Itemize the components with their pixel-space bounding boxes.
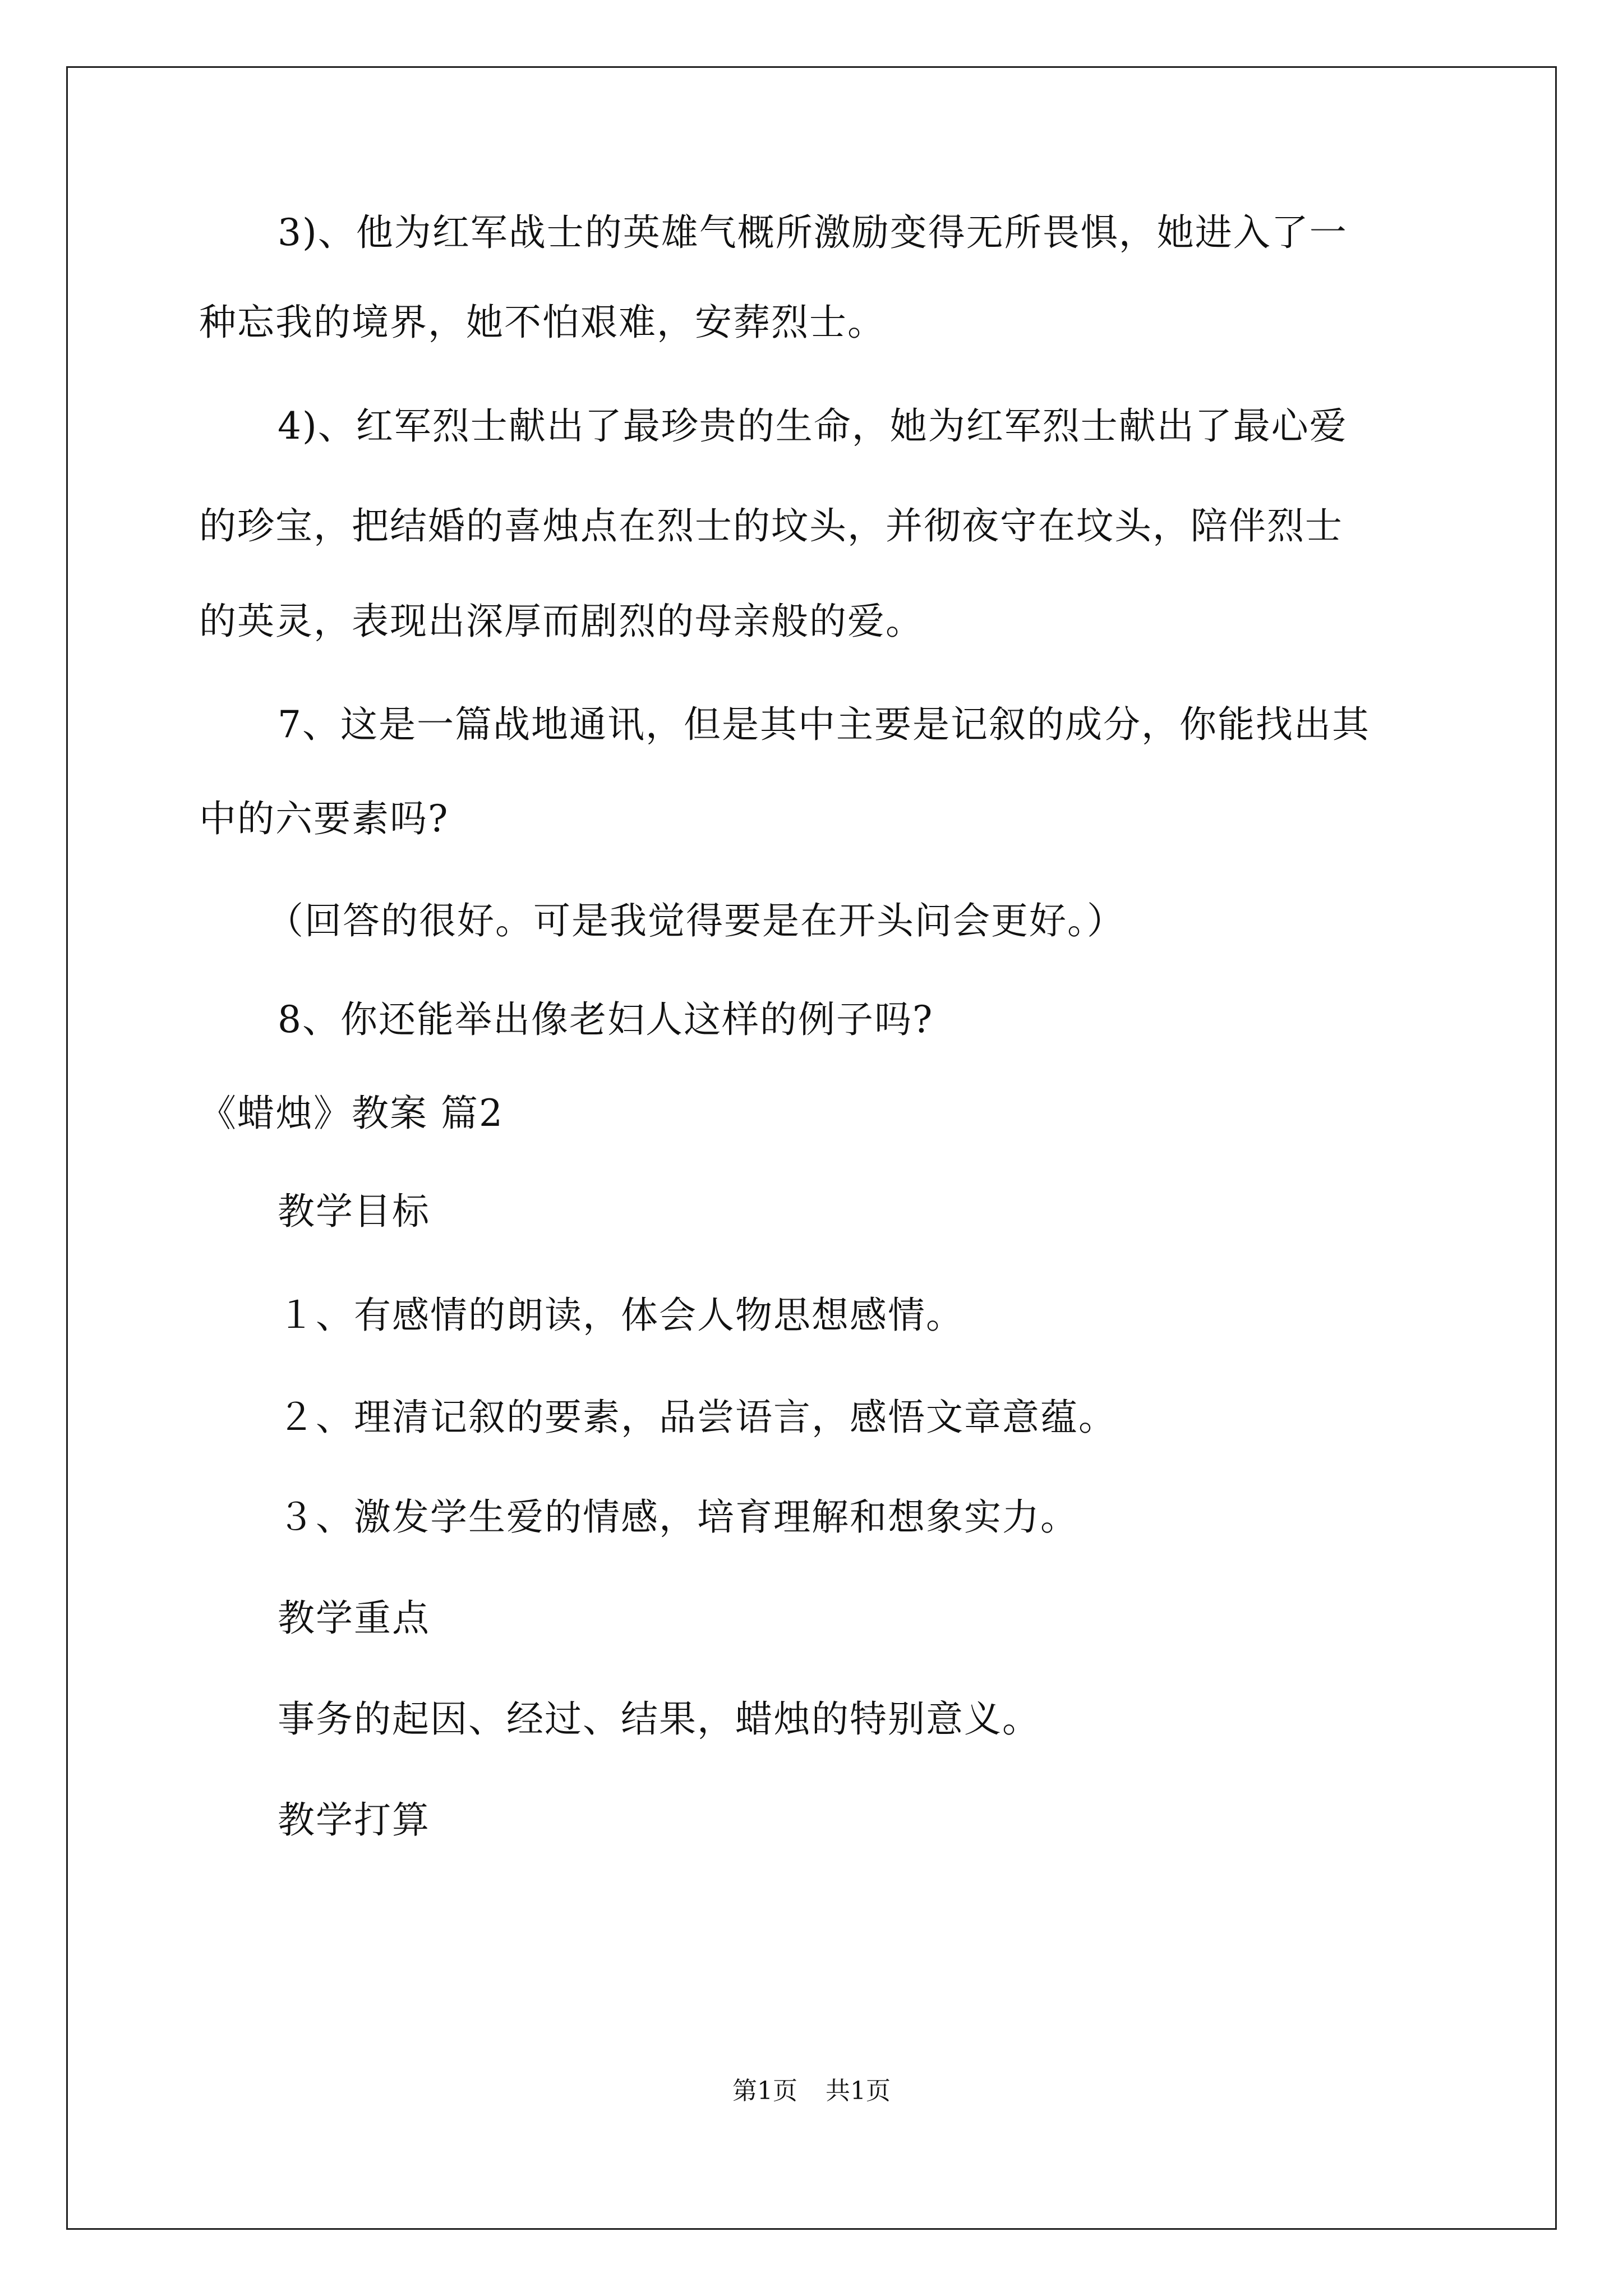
goal-item-3: ３、激发学生爱的情感，培育理解和想象实力。 (278, 1496, 1078, 1539)
page-number-total: 共1页 (826, 2077, 891, 2105)
paragraph-line-6: 7、这是一篇战地通讯，但是其中主要是记叙的成分，你能找出其 (278, 703, 1370, 746)
paragraph-line-2: 种忘我的境界，她不怕艰难，安葬烈士。 (199, 301, 886, 344)
subheading-teaching-plan: 教学打算 (278, 1798, 430, 1842)
focus-text: 事务的起因、经过、结果，蜡烛的特别意义。 (278, 1697, 1040, 1741)
paragraph-line-3: 4)、红军烈士献出了最珍贵的生命，她为红军烈士献出了最心爱 (278, 404, 1348, 448)
page-footer (0, 2074, 1623, 2108)
paragraph-line-4: 的珍宝，把结婚的喜烛点在烈士的坟头，并彻夜守在坟头，陪伴烈士 (199, 504, 1343, 547)
subheading-teaching-focus: 教学重点 (278, 1596, 430, 1640)
paragraph-line-9: 8、你还能举出像老妇人这样的例子吗? (278, 998, 934, 1041)
subheading-teaching-goals: 教学目标 (278, 1190, 430, 1233)
section-heading: 《蜡烛》教案 篇2 (199, 1092, 504, 1135)
paragraph-line-5: 的英灵，表现出深厚而剧烈的母亲般的爱。 (199, 600, 924, 643)
goal-item-2: ２、理清记叙的要素，品尝语言，感悟文章意蕴。 (278, 1396, 1117, 1439)
page-number-current: 第1页 (732, 2077, 797, 2105)
goal-item-1: １、有感情的朗读，体会人物思想感情。 (278, 1294, 964, 1337)
paragraph-line-8: （回答的很好。可是我觉得要是在开头问会更好。） (266, 899, 1125, 942)
paragraph-line-1: 3)、他为红军战士的英雄气概所激励变得无所畏惧，她进入了一 (278, 211, 1348, 254)
paragraph-line-7: 中的六要素吗? (199, 797, 449, 840)
page-border (66, 66, 1557, 2230)
